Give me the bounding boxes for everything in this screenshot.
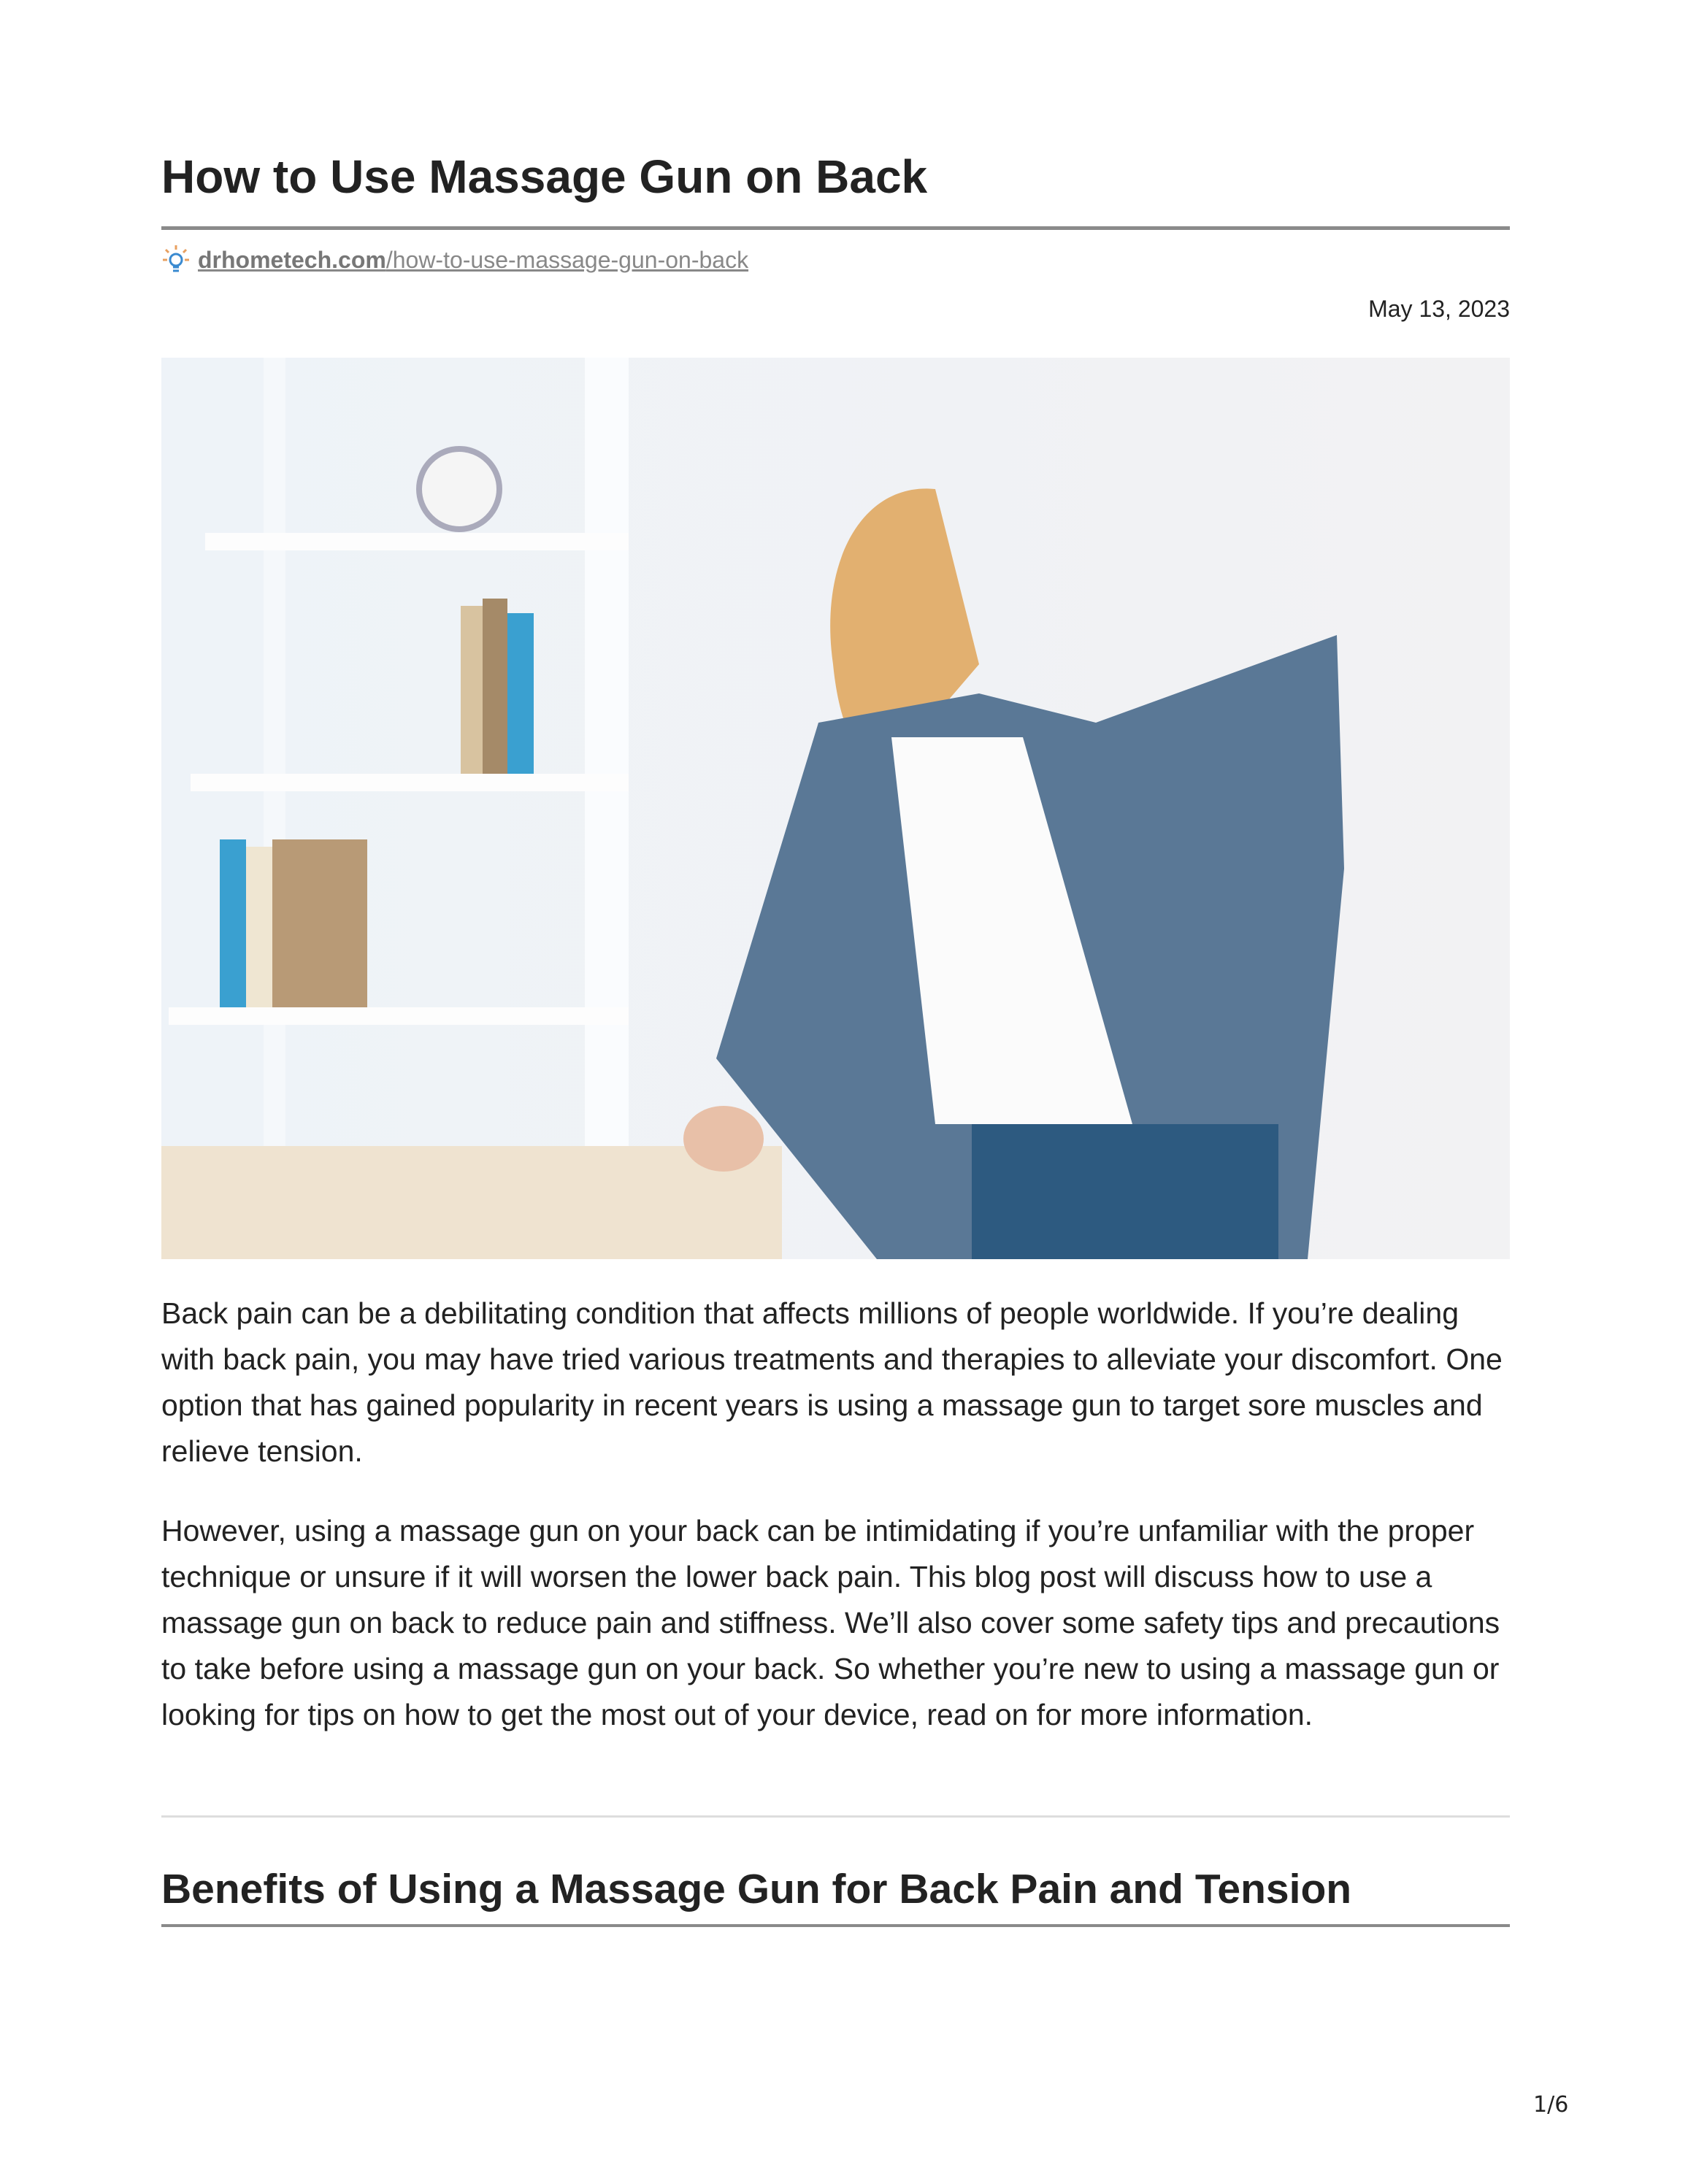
title-divider: [161, 226, 1510, 230]
source-link-row: [161, 244, 748, 276]
section-divider: [161, 1815, 1510, 1818]
paragraph: However, using a massage gun on your back can be intimidating if you’re unfamiliar with the proper technique or unsure if it will worsen the lower back pain. This blog post will discuss how to use a massage gun on back to reduce pain and stiffness. We’ll also cover some safety tips and precautions to take before using a massage gun on your back. So whether you’re new to using a massage gun or looking for tips on how to get the most out of your device, read on for more information.: [161, 1514, 1500, 1731]
site-favicon-icon: [161, 244, 191, 276]
section-heading: Benefits of Using a Massage Gun for Back Pain and Tension: [161, 1866, 1352, 1912]
page-title: How to Use Massage Gun on Back: [161, 150, 928, 203]
hero-image: [161, 358, 1510, 1259]
source-link[interactable]: drhometech.com/how-to-use-massage-gun-on-back: [198, 246, 749, 273]
page-number: 1/6: [1533, 2092, 1569, 2118]
paragraph: Back pain can be a debilitating condition that affects millions of people worldwide. If you’re dealing with back pain, you may have tried various treatments and therapies to alleviate your discomfort. One option that has gained popularity in recent years is using a massage gun to target sore muscles and relieve tension.: [161, 1296, 1503, 1468]
publish-date: May 13, 2023: [1368, 296, 1510, 322]
heading-divider: [161, 1924, 1510, 1927]
